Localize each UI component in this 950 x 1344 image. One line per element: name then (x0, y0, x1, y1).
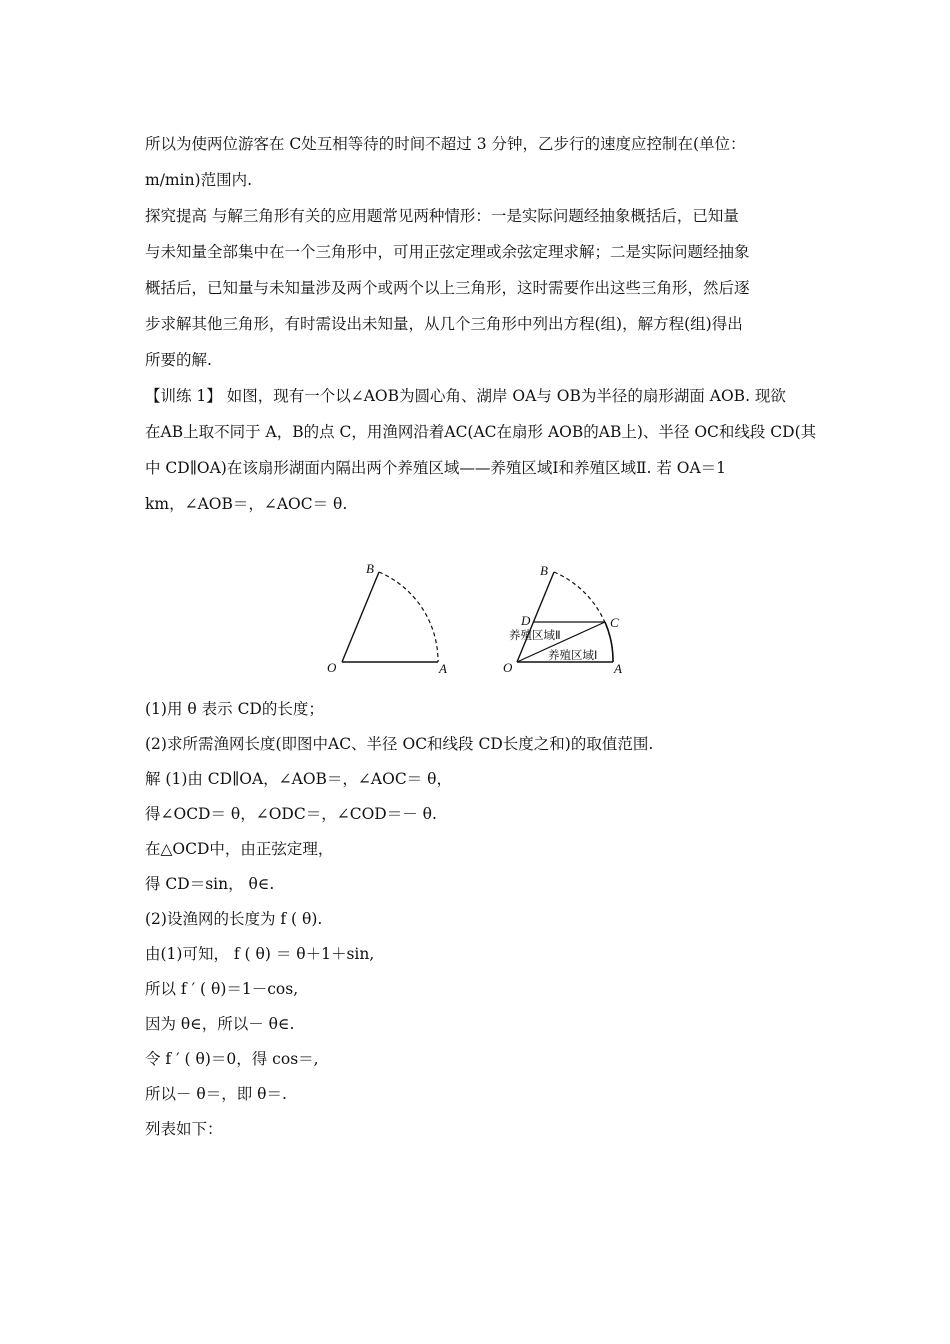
text-line: 列表如下： (145, 1120, 223, 1138)
label-O: O (503, 660, 513, 675)
text-line: m/min)范围内. (145, 171, 253, 189)
text-line: 解 (1)由 CD∥OA，∠AOB＝，∠AOC＝ θ， (145, 770, 452, 788)
text-line: 得∠OCD＝ θ，∠ODC＝，∠COD＝－ θ. (145, 805, 437, 823)
text-line: 令 f ′ ( θ)＝0，得 cos＝, (145, 1050, 319, 1068)
text-line: 中 CD∥OA)在该扇形湖面内隔出两个养殖区域——养殖区域Ⅰ和养殖区域Ⅱ. 若 OA＝1 (145, 459, 727, 477)
text-line: 所要的解. (145, 351, 212, 369)
text-line: 【训练 1】 如图，现有一个以∠AOB为圆心角、湖岸 OA与 OB为半径的扇形湖面 AOB. 现欲 (145, 387, 786, 405)
text-line: 因为 θ∈，所以－ θ∈. (145, 1015, 295, 1033)
text-line: 在AB上取不同于 A，B的点 C，用渔网沿着AC(AC在扇形 AOB的AB上)、半径 OC和线段 CD(其 (145, 423, 817, 441)
text-line: (2)设渔网的长度为 f ( θ). (145, 910, 323, 928)
text-line: 所以为使两位游客在 C处互相等待的时间不超过 3 分钟，乙步行的速度应控制在(单位： (145, 135, 746, 153)
text-line: (2)求所需渔网长度(即图中AC、半径 OC和线段 CD长度之和)的取值范围. (145, 735, 654, 753)
figure-sector (320, 560, 470, 680)
label-D: D (521, 613, 531, 628)
text-line: 得 CD＝sin， θ∈. (145, 875, 275, 893)
text-line: km，∠AOB＝，∠AOC＝ θ. (145, 495, 348, 513)
label-C: C (610, 615, 619, 630)
label-O: O (327, 660, 337, 675)
text-line: (1)用 θ 表示 CD的长度； (145, 700, 324, 718)
text-line: 所以－ θ＝，即 θ＝. (145, 1085, 287, 1103)
text-line: 概括后，已知量与未知量涉及两个或两个以上三角形，这时需要作出这些三角形，然后逐 (145, 279, 750, 297)
text-line: 由(1)可知， f ( θ) ＝ θ＋1＋sin, (145, 945, 375, 963)
text-line: 探究提高 与解三角形有关的应用题常见两种情形：一是实际问题经抽象概括后，已知量 (145, 207, 739, 225)
label-A: A (439, 661, 447, 676)
region-1-label: 养殖区域Ⅰ (548, 648, 598, 662)
label-B: B (540, 563, 548, 578)
label-B: B (366, 561, 374, 576)
text-line: 所以 f ′ ( θ)＝1－cos, (145, 980, 299, 998)
text-line: 与未知量全部集中在一个三角形中，可用正弦定理或余弦定理求解；二是实际问题经抽象 (145, 243, 750, 261)
region-2-label: 养殖区域Ⅱ (509, 628, 561, 642)
text-line: 步求解其他三角形，有时需设出未知量，从几个三角形中列出方程(组)，解方程(组)得出 (145, 315, 743, 333)
label-A: A (614, 661, 622, 676)
text-line: 在△OCD中，由正弦定理， (145, 840, 334, 858)
figure-sector-regions (495, 560, 635, 680)
